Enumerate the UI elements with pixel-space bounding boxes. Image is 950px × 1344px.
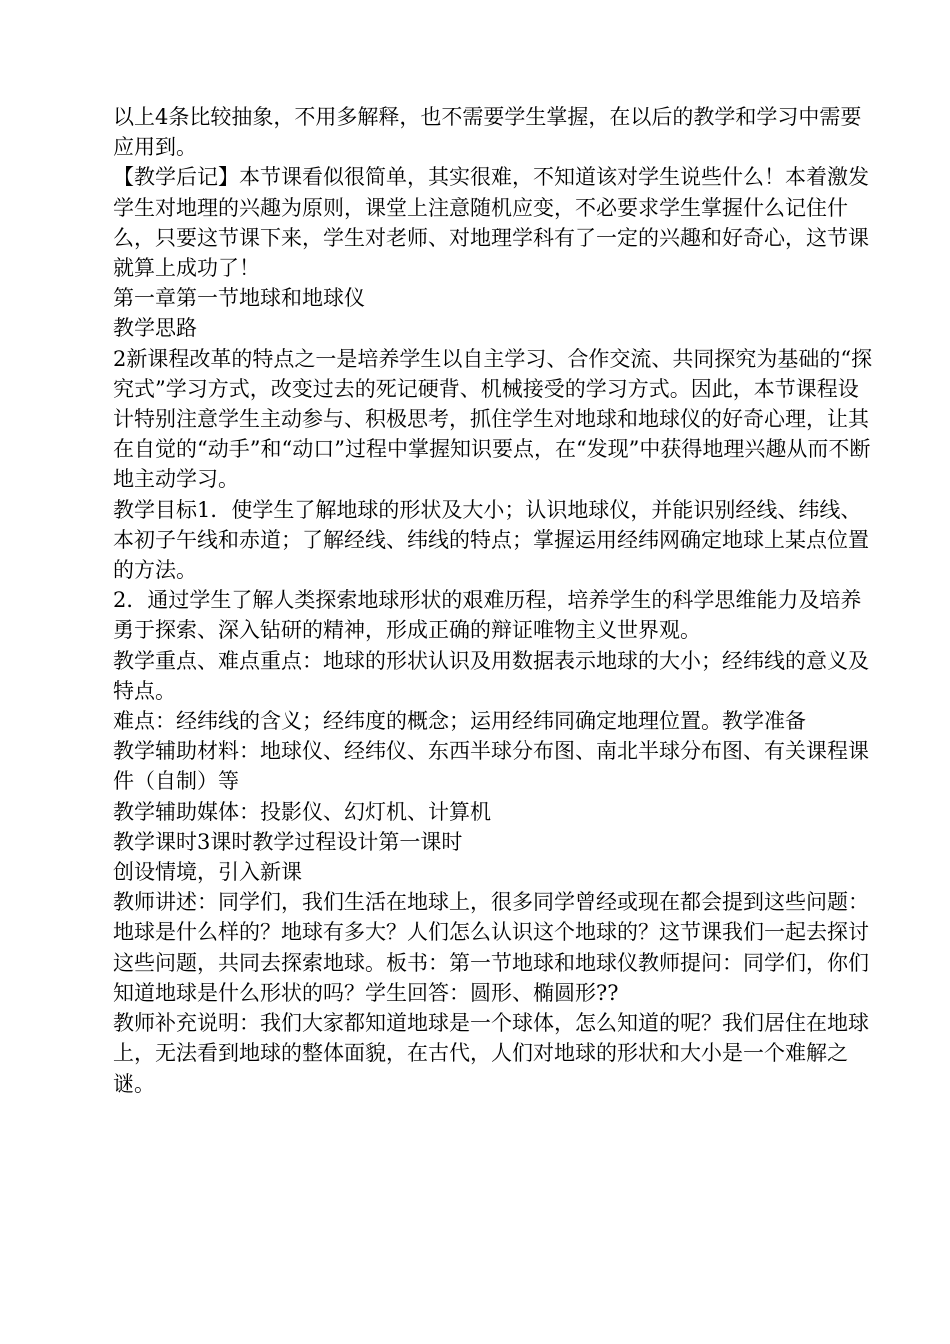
paragraph-key-points: 教学重点、难点重点：地球的形状认识及用数据表示地球的大小；经纬线的意义及特点。 <box>113 648 869 703</box>
paragraph-materials: 教学辅助材料：地球仪、经纬仪、东西半球分布图、南北半球分布图、有关课程课件（自制）等 <box>113 739 869 794</box>
paragraph-teaching-postscript: 【教学后记】本节课看似很简单，其实很难，不知道该对学生说些什么！本着激发学生对地理的兴趣为原则，课堂上注意随机应变，不必要求学生掌握什么记住什么，只要这节课下来，学生对老师、对地理学科有了一定的兴趣和好奇心，这节课就算上成功了！ <box>113 165 869 281</box>
document-page <box>113 102 873 1099</box>
paragraph-teacher-narration: 教师讲述：同学们，我们生活在地球上，很多同学曾经或现在都会提到这些问题：地球是什么样的？地球有多大？人们怎么认识这个地球的？这节课我们一起去探讨这些问题，共同去探索地球。板书：第一节地球和地球仪教师提问：同学们，你们知道地球是什么形状的吗？学生回答：圆形、椭圆形?? <box>113 890 869 1005</box>
paragraph-media: 教学辅助媒体：投影仪、幻灯机、计算机 <box>113 799 491 824</box>
paragraph-teaching-goal-1: 教学目标1．使学生了解地球的形状及大小；认识地球仪，并能识别经线、纬线、本初子午线和赤道；了解经线、纬线的特点；掌握运用经纬网确定地球上某点位置的方法。 <box>113 497 869 583</box>
paragraph-teaching-approach: 2新课程改革的特点之一是培养学生以自主学习、合作交流、共同探究为基础的“探究式”学习方式，改变过去的死记硬背、机械接受的学习方式。因此，本节课程设计特别注意学生主动参与、积极思考，抓住学生对地球和地球仪的好奇心理，让其在自觉的“动手”和“动口”过程中掌握知识要点，在“发现”中获得地理兴趣从而不断地主动学习。 <box>113 346 873 492</box>
paragraph-teacher-supplement: 教师补充说明：我们大家都知道地球是一个球体，怎么知道的呢？我们居住在地球上，无法看到地球的整体面貌，在古代，人们对地球的形状和大小是一个难解之谜。 <box>113 1011 869 1096</box>
paragraph-summary-note: 以上4条比较抽象，不用多解释，也不需要学生掌握，在以后的教学和学习中需要应用到。 <box>113 105 862 160</box>
paragraph-difficult-points: 难点：经纬线的含义；经纬度的概念；运用经纬同确定地理位置。教学准备 <box>113 709 806 734</box>
heading-teaching-approach: 教学思路 <box>113 316 197 341</box>
paragraph-teaching-goal-2: 2．通过学生了解人类探索地球形状的艰难历程，培养学生的科学思维能力及培养勇于探索、深入钻研的精神，形成正确的辩证唯物主义世界观。 <box>113 588 862 643</box>
paragraph-intro-heading: 创设情境，引入新课 <box>113 860 302 885</box>
paragraph-class-hours: 教学课时3课时教学过程设计第一课时 <box>113 829 463 854</box>
section-title: 第一章第一节地球和地球仪 <box>113 286 365 311</box>
